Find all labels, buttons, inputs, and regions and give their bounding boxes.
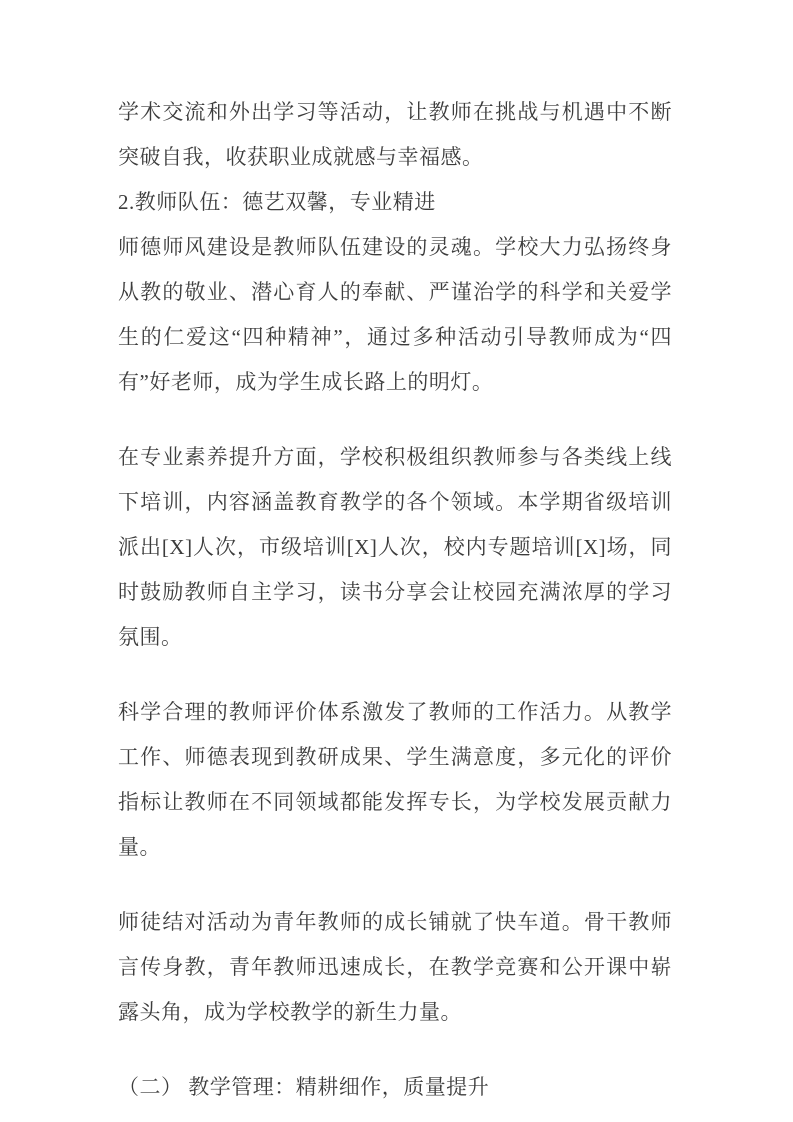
paragraph-teacher-ethics: 师德师风建设是教师队伍建设的灵魂。学校大力弘扬终身从教的敬业、潜心育人的奉献、严谨治学的科学和关爱学生的仁爱这“四种精神”，通过多种活动引导教师成为“四有”好老师，成为学生成长路上的明灯。: [118, 235, 672, 394]
paragraph-continuation-activities: 学术交流和外出学习等活动，让教师在挑战与机遇中不断突破自我，收获职业成就感与幸福感。: [118, 100, 672, 169]
document-body: [118, 90, 672, 1110]
heading-teacher-team: 2.教师队伍：德艺双馨，专业精进: [118, 190, 436, 214]
paragraph-evaluation-system: 科学合理的教师评价体系激发了教师的工作活力。从教学工作、师德表现到教研成果、学生满意度，多元化的评价指标让教师在不同领域都能发挥专长，为学校发展贡献力量。: [118, 700, 672, 859]
paragraph-mentor-pairing: 师徒结对活动为青年教师的成长铺就了快车道。骨干教师言传身教，青年教师迅速成长，在教学竞赛和公开课中崭露头角，成为学校教学的新生力量。: [118, 910, 672, 1024]
heading-teaching-management: （二） 教学管理：精耕细作，质量提升: [118, 1075, 490, 1099]
paragraph-professional-training: 在专业素养提升方面，学校积极组织教师参与各类线上线下培训，内容涵盖教育教学的各个领域。本学期省级培训派出[X]人次，市级培训[X]人次，校内专题培训[X]场，同时鼓励教师自主学习，读书分享会让校园充满浓厚的学习氛围。: [118, 445, 672, 649]
